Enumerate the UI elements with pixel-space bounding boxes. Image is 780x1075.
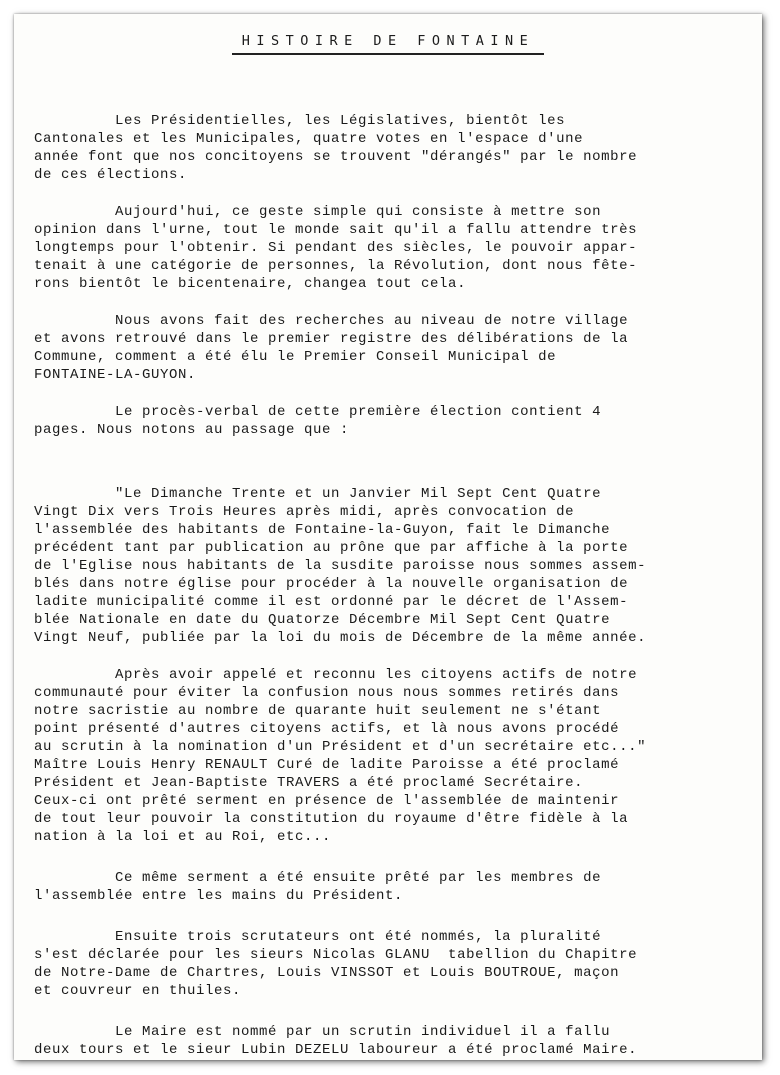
text-line: point présenté d'autres citoyens actifs, et là nous avons procédé: [34, 721, 620, 737]
page-title: HISTOIRE DE FONTAINE: [232, 33, 545, 55]
text-line: Commune, comment a été élu le Premier Conseil Municipal de: [34, 349, 557, 365]
text-line: Les Présidentielles, les Législatives, bientôt les: [34, 113, 566, 129]
title-block: [14, 32, 762, 55]
text-line: et avons retrouvé dans le premier registre des délibérations de la: [34, 331, 629, 347]
text-line: Ce même serment a été ensuite prêté par les membres de: [34, 870, 602, 886]
paragraph-9: [34, 1023, 760, 1059]
text-line: longtemps pour l'obtenir. Si pendant des siècles, le pouvoir appar-: [34, 240, 638, 256]
text-line: l'assemblée entre les mains du Président.: [34, 888, 404, 904]
paragraph-3: [34, 312, 760, 384]
text-line: année font que nos concitoyens se trouvent "dérangés" par le nombre: [34, 149, 638, 165]
text-line: "Le Dimanche Trente et un Janvier Mil Sept Cent Quatre: [34, 486, 602, 502]
text-line: Après avoir appelé et reconnu les citoyens actifs de notre: [34, 667, 638, 683]
document-page: [14, 14, 762, 1060]
text-line: blée Nationale en date du Quatorze Décembre Mil Sept Cent Quatre: [34, 612, 611, 628]
paragraph-2: [34, 203, 760, 293]
text-line: FONTAINE-LA-GUYON.: [34, 367, 197, 383]
text-line: s'est déclarée pour les sieurs Nicolas GLANU tabellion du Chapitre: [34, 947, 638, 963]
text-line: Vingt Dix vers Trois Heures après midi, après convocation de: [34, 504, 575, 520]
text-line: Cantonales et les Municipales, quatre votes en l'espace d'une: [34, 131, 584, 147]
paragraph-8: [34, 928, 760, 1000]
paragraph-4: [34, 403, 760, 439]
text-line: tenait à une catégorie de personnes, la Révolution, dont nous fête-: [34, 258, 638, 274]
paragraph-7: [34, 869, 760, 905]
text-line: pages. Nous notons au passage que :: [34, 422, 350, 438]
paragraph-1: [34, 112, 760, 184]
text-line: rons bientôt le bicentenaire, changea tout cela.: [34, 276, 467, 292]
text-line: Le procès-verbal de cette première élection contient 4: [34, 404, 602, 420]
text-line: notre sacristie au nombre de quarante huit seulement ne s'étant: [34, 703, 602, 719]
text-line: de l'Eglise nous habitants de la susdite paroisse nous sommes assem-: [34, 558, 647, 574]
paragraph-6: [34, 666, 760, 846]
text-line: et couvreur en thuiles.: [34, 983, 242, 999]
text-line: blés dans notre église pour procéder à la nouvelle organisation de: [34, 576, 629, 592]
text-line: communauté pour éviter la confusion nous nous sommes retirés dans: [34, 685, 620, 701]
document-body: [34, 112, 760, 1059]
text-line: deux tours et le sieur Lubin DEZELU laboureur a été proclamé Maire.: [34, 1042, 638, 1058]
paragraph-5-quote: [34, 485, 760, 647]
text-line: de tout leur pouvoir la constitution du royaume d'être fidèle à la: [34, 811, 629, 827]
text-line: opinion dans l'urne, tout le monde sait qu'il a fallu attendre très: [34, 222, 638, 238]
text-line: Le Maire est nommé par un scrutin individuel il a fallu: [34, 1024, 611, 1040]
text-line: Ensuite trois scrutateurs ont été nommés, la pluralité: [34, 929, 602, 945]
text-line: Aujourd'hui, ce geste simple qui consiste à mettre son: [34, 204, 602, 220]
text-line: ladite municipalité comme il est ordonné par le décret de l'Assem-: [34, 594, 629, 610]
text-line: au scrutin à la nomination d'un Président et d'un secrétaire etc...": [34, 739, 647, 755]
text-line: de Notre-Dame de Chartres, Louis VINSSOT et Louis BOUTROUE, maçon: [34, 965, 620, 981]
text-line: précédent tant par publication au prône que par affiche à la porte: [34, 540, 629, 556]
text-line: Président et Jean-Baptiste TRAVERS a été proclamé Secrétaire.: [34, 775, 584, 791]
text-line: de ces élections.: [34, 167, 188, 183]
text-line: nation à la loi et au Roi, etc...: [34, 829, 332, 845]
text-line: Maître Louis Henry RENAULT Curé de ladite Paroisse a été proclamé: [34, 757, 620, 773]
text-line: l'assemblée des habitants de Fontaine-la-Guyon, fait le Dimanche: [34, 522, 611, 538]
text-line: Vingt Neuf, publiée par la loi du mois de Décembre de la même année.: [34, 630, 647, 646]
text-line: Ceux-ci ont prêté serment en présence de l'assemblée de maintenir: [34, 793, 620, 809]
text-line: Nous avons fait des recherches au niveau de notre village: [34, 313, 629, 329]
